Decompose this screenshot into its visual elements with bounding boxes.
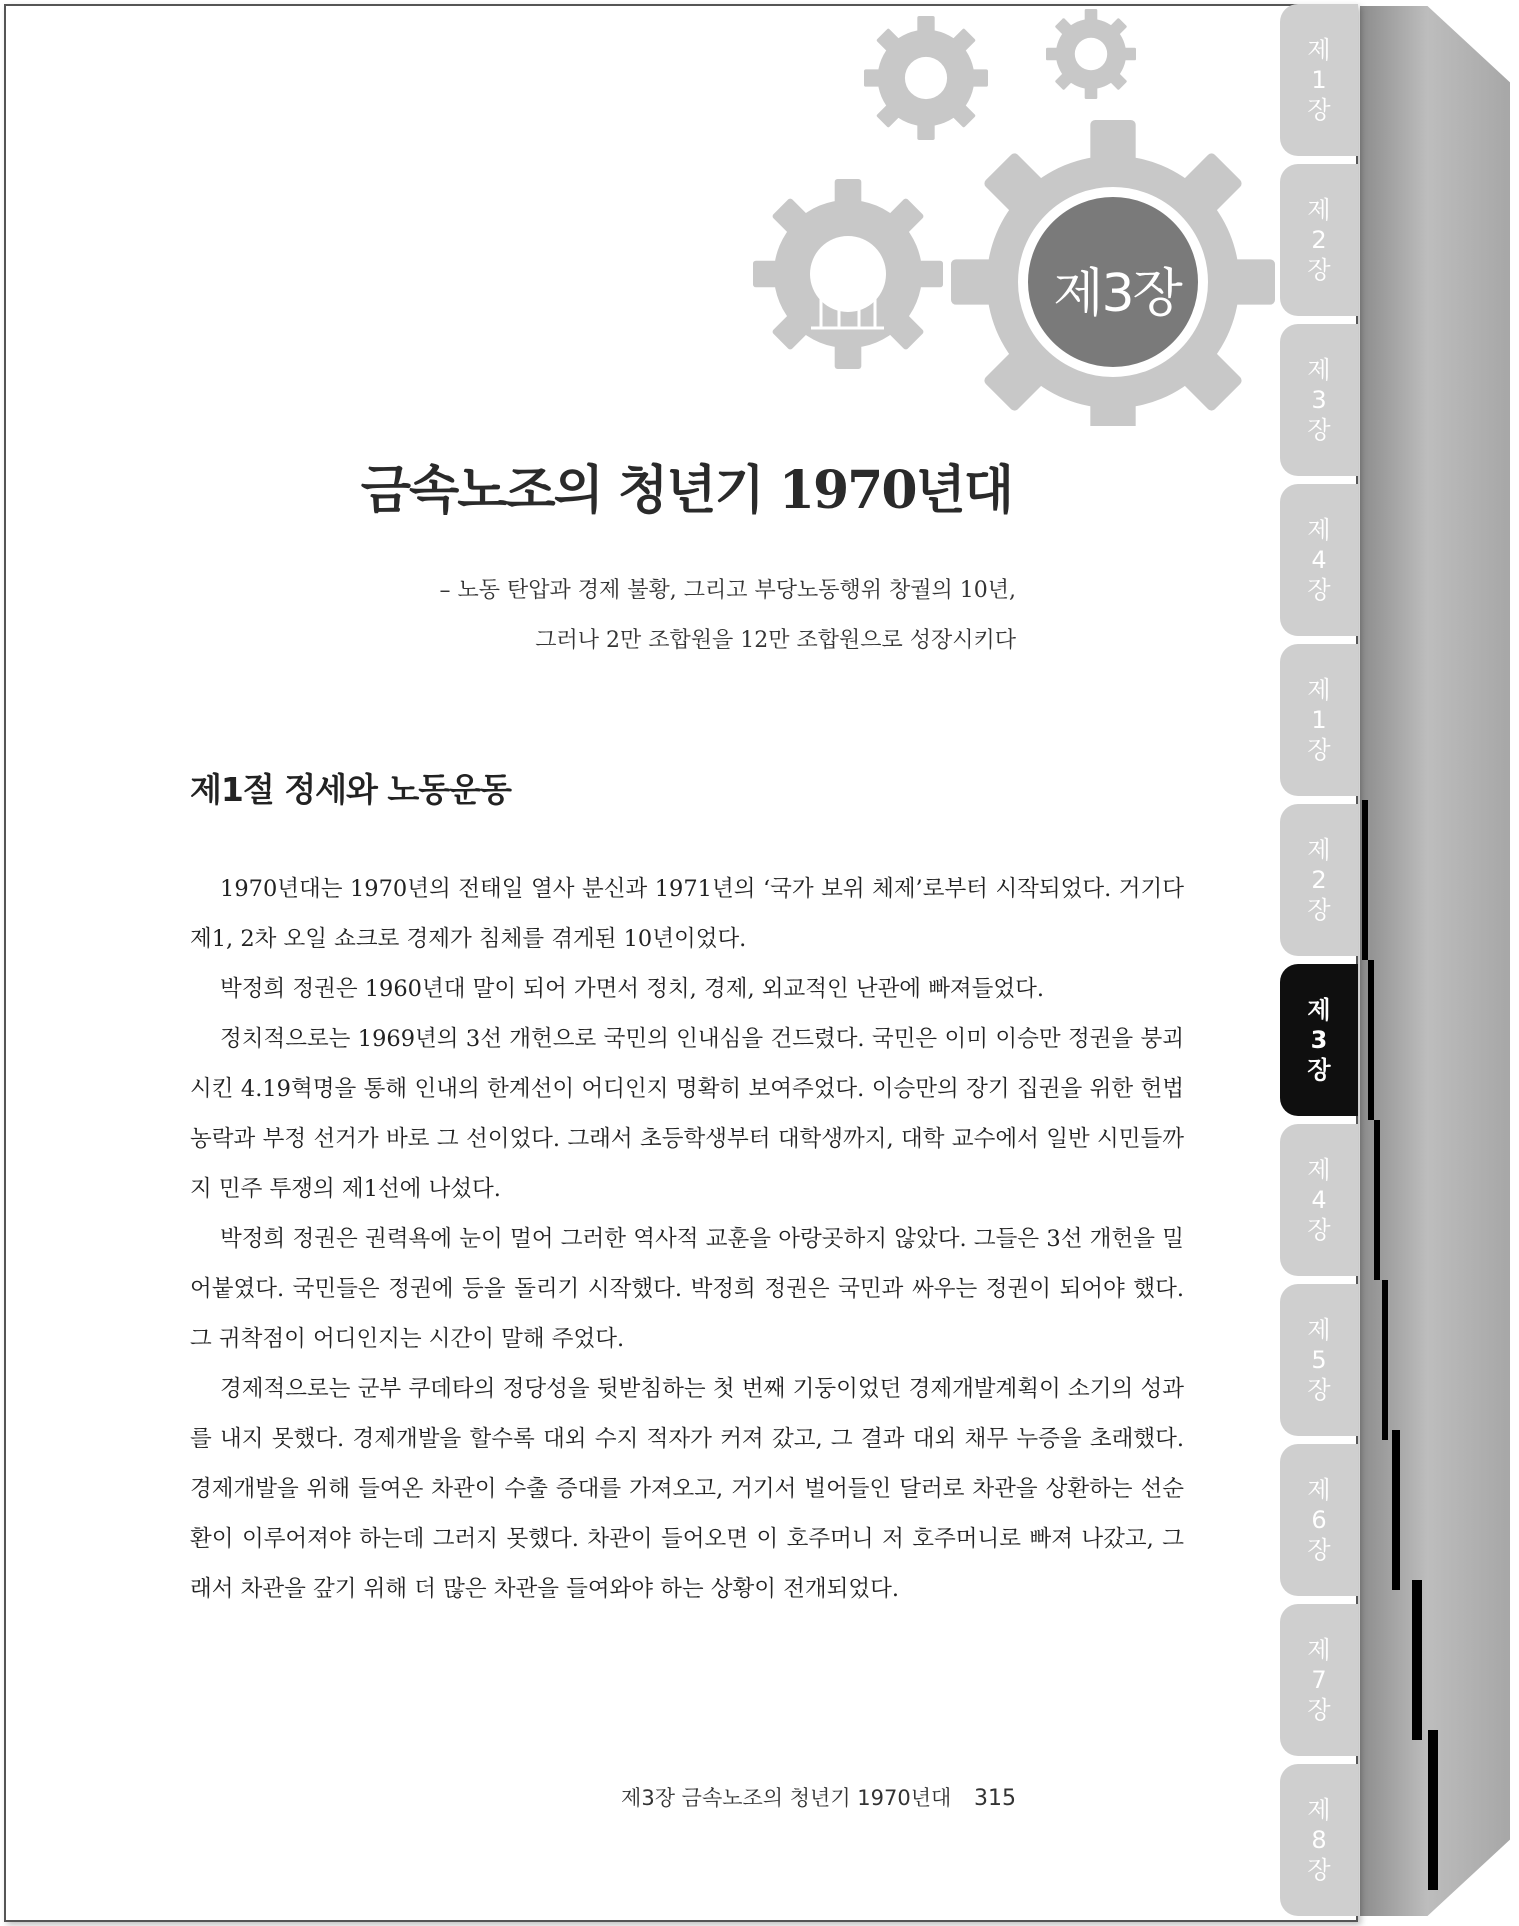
tab-char: 장 [1307,1696,1331,1724]
tab-char: 제 [1307,1476,1331,1504]
tab-char: 장 [1307,256,1331,284]
paragraph: 1970년대는 1970년의 전태일 열사 분신과 1971년의 ‘국가 보위 체제’로부터 시작되었다. 거기다 제1, 2차 오일 쇼크로 경제가 침체를 겪게된 10년이었다. [190,876,1184,952]
gear-icon [1046,9,1136,99]
chapter-title: 금속노조의 청년기 1970년대 [360,460,1012,521]
gear-icon [753,179,943,369]
tab-char: 제 [1307,996,1331,1024]
chapter-tab[interactable] [1280,1284,1358,1436]
running-title: 제3장 금속노조의 청년기 1970년대 [621,1786,952,1810]
book-page-edges [1360,6,1510,1916]
tab-char: 장 [1307,416,1331,444]
chapter-tab[interactable] [1280,4,1358,156]
tab-char: 제 [1307,196,1331,224]
tab-char: 장 [1307,1056,1331,1084]
tab-char: 장 [1307,1216,1331,1244]
chapter-tab[interactable] [1280,1124,1358,1276]
tab-char: 1 [1311,706,1327,734]
edge-thumb-mark [1412,1580,1422,1740]
subtitle-line: 그러나 2만 조합원을 12만 조합원으로 성장시키다 [535,628,1016,653]
paragraph: 정치적으로는 1969년의 3선 개헌으로 국민의 인내심을 건드렸다. 국민은 이미 이승만 정권을 붕괴시킨 4.19혁명을 통해 인내의 한계선이 어디인지 명확히 보여주었다. 이승만의 장기 집권을 위한 헌법 농락과 부정 선거가 바로 그 선이었다. 그래서 초등학생부터 대학생까지, 대학 교수에서 일반 시민들까지 민주 투쟁의 제1선에 나섰다. [190,1026,1184,1202]
tab-char: 장 [1307,576,1331,604]
tab-char: 2 [1311,226,1327,254]
tab-char: 제 [1307,1316,1331,1344]
section-heading: 제1절 정세와 노동운동 [190,770,511,809]
page-footer [621,1782,1016,1812]
chapter-subtitle [440,566,1016,666]
tab-char: 제 [1307,836,1331,864]
subtitle-line: – 노동 탄압과 경제 불황, 그리고 부당노동행위 창궐의 10년, [439,578,1016,603]
body-text [190,864,1184,1614]
paragraph: 경제적으로는 군부 쿠데타의 정당성을 뒷받침하는 첫 번째 기둥이었던 경제개발계획이 소기의 성과를 내지 못했다. 경제개발을 할수록 대외 수지 적자가 커져 갔고, 그 결과 대외 채무 누증을 초래했다. 경제개발을 위해 들여온 차관이 수출 증대를 가져오고, 거기서 벌어들인 달러로 차관을 상환하는 선순환이 이루어져야 하는데 그러지 못했다. 차관이 들어오면 이 호주머니 저 호주머니로 빠져 나갔고, 그래서 차관을 갚기 위해 더 많은 차관을 들여와야 하는 상황이 전개되었다. [190,1376,1184,1602]
tab-char: 8 [1311,1826,1327,1854]
tab-char: 2 [1311,866,1327,894]
chapter-tab[interactable] [1280,1764,1358,1916]
chapter-tab[interactable] [1280,484,1358,636]
tab-char: 제 [1307,1636,1331,1664]
tab-char: 장 [1307,1536,1331,1564]
paragraph: 박정희 정권은 1960년대 말이 되어 가면서 정치, 경제, 외교적인 난관에 빠져들었다. [220,976,1045,1002]
tab-char: 4 [1311,546,1327,574]
chapter-tab[interactable] [1280,164,1358,316]
page-number: 315 [974,1786,1016,1811]
tab-char: 장 [1307,896,1331,924]
chapter-tab[interactable] [1280,1444,1358,1596]
tab-char: 장 [1307,1856,1331,1884]
tab-char: 제 [1307,36,1331,64]
tab-char: 7 [1311,1666,1327,1694]
chapter-tab[interactable] [1280,1604,1358,1756]
chapter-tab[interactable] [1280,644,1358,796]
book-page [4,4,1358,1922]
tab-char: 4 [1311,1186,1327,1214]
tab-char: 장 [1307,96,1331,124]
tab-char: 1 [1311,66,1327,94]
edge-thumb-mark [1374,1120,1380,1280]
edge-thumb-mark [1428,1730,1438,1890]
edge-thumb-mark [1382,1280,1388,1440]
paragraph: 박정희 정권은 권력욕에 눈이 멀어 그러한 역사적 교훈을 아랑곳하지 않았다. 그들은 3선 개헌을 밀어붙였다. 국민들은 정권에 등을 돌리기 시작했다. 박정희 정권은 국민과 싸우는 정권이 되어야 했다. 그 귀착점이 어디인지는 시간이 말해 주었다. [190,1226,1184,1352]
tab-char: 3 [1310,1026,1328,1054]
chapter-tab[interactable] [1280,324,1358,476]
chapter-tab[interactable] [1280,804,1358,956]
tab-char: 제 [1307,1796,1331,1824]
tab-char: 제 [1307,516,1331,544]
tab-char: 3 [1311,386,1327,414]
gears-illustration [6,6,1356,426]
tab-char: 제 [1307,1156,1331,1184]
tab-char: 장 [1307,1376,1331,1404]
tab-char: 제 [1307,356,1331,384]
edge-thumb-mark [1368,960,1374,1120]
chapter-label: 제3장 [1053,263,1181,324]
edge-thumb-mark [1392,1430,1400,1590]
chapter-tabs [1280,4,1362,1920]
tab-char: 제 [1307,676,1331,704]
tab-char: 6 [1311,1506,1327,1534]
edge-thumb-mark [1362,800,1368,960]
tab-char: 장 [1307,736,1331,764]
gear-icon [864,16,988,140]
tab-char: 5 [1311,1346,1327,1374]
chapter-tab-active[interactable] [1280,964,1358,1116]
